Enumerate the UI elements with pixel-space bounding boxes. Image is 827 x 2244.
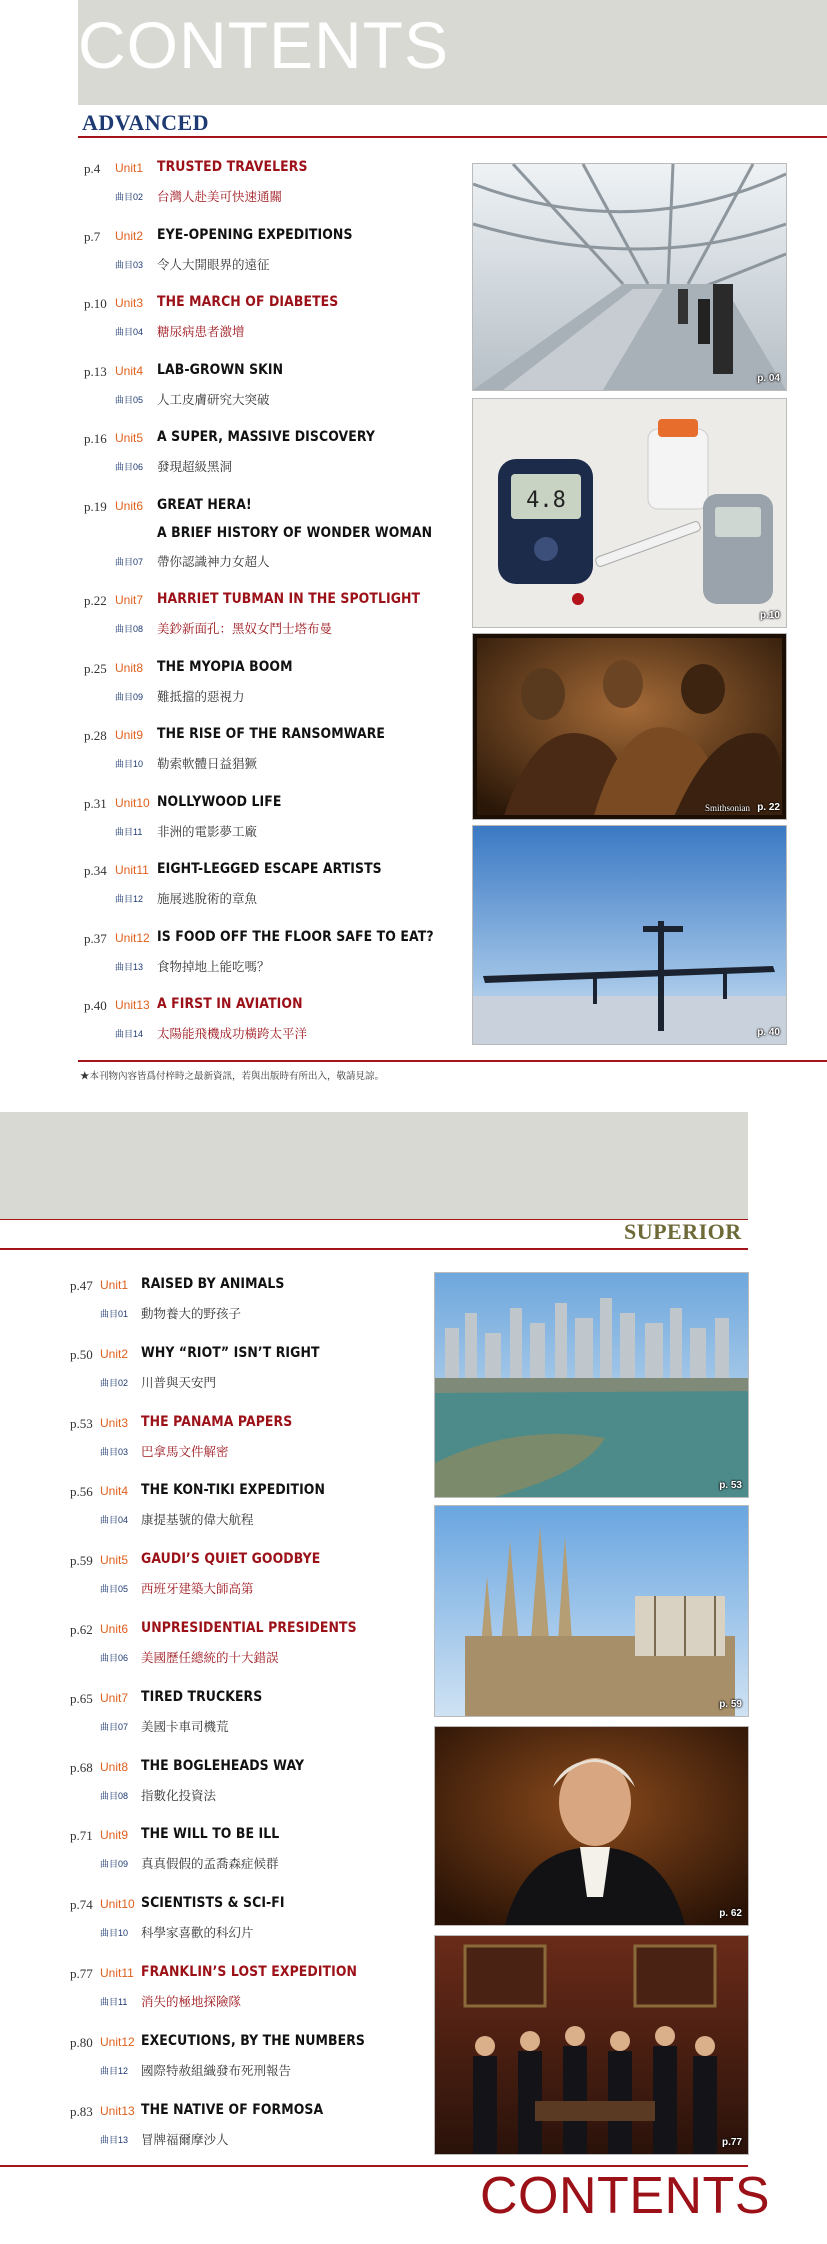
page-number: p.37 bbox=[84, 930, 107, 946]
entry-subtitle: 食物掉地上能吃嗎？ bbox=[157, 958, 270, 974]
entry-title: THE MARCH OF DIABETES bbox=[157, 294, 339, 310]
entry-title: THE PANAMA PAPERS bbox=[141, 1413, 293, 1430]
unit-label: Unit3 bbox=[100, 1415, 129, 1430]
page-number: p.28 bbox=[84, 728, 107, 743]
entry-title: EIGHT-LEGGED ESCAPE ARTISTS bbox=[157, 861, 382, 877]
entry-title: A SUPER, MASSIVE DISCOVERY bbox=[157, 429, 376, 445]
entry-title: THE NATIVE OF FORMOSA bbox=[141, 2101, 324, 2118]
photo-page-label: p.77 bbox=[721, 2137, 742, 2148]
page-number: p.62 bbox=[70, 1622, 93, 1637]
page-number: p.71 bbox=[70, 1828, 93, 1844]
track-label: 曲目03 bbox=[100, 1446, 129, 1457]
photo-page-label: p. 59 bbox=[719, 1699, 742, 1710]
sagrada-familia-photo bbox=[434, 1505, 749, 1717]
track-label: 曲目12 bbox=[100, 2065, 129, 2076]
track-label: 曲目11 bbox=[115, 826, 143, 837]
page-number: p.53 bbox=[70, 1415, 93, 1431]
unit-label: Unit8 bbox=[115, 660, 144, 675]
advanced-section-label: ADVANCED bbox=[82, 110, 210, 135]
entry-title: WHY “RIOT” ISN’T RIGHT bbox=[141, 1344, 320, 1361]
page-number: p.25 bbox=[84, 660, 107, 676]
meter-reading: 4.8 bbox=[526, 488, 566, 513]
track-label: 曲目07 bbox=[115, 556, 144, 567]
unit-label: Unit5 bbox=[100, 1553, 129, 1568]
entry-title: THE KON-TIKI EXPEDITION bbox=[141, 1482, 326, 1499]
entry-subtitle: 康提基號的偉大航程 bbox=[141, 1512, 254, 1528]
page-title: CONTENTS bbox=[78, 8, 449, 82]
unit-label: Unit4 bbox=[115, 363, 144, 378]
advanced-divider bbox=[78, 136, 827, 138]
page-number: p.13 bbox=[84, 363, 107, 379]
entry-subtitle: 帶你認識神力女超人 bbox=[157, 553, 270, 569]
entry-title: THE MYOPIA BOOM bbox=[157, 658, 293, 675]
page-number: p.7 bbox=[84, 228, 101, 244]
entry-title: THE RISE OF THE RANSOMWARE bbox=[157, 726, 386, 742]
page-number: p.59 bbox=[70, 1553, 93, 1569]
unit-label: Unit6 bbox=[115, 498, 144, 513]
entry-subtitle: 台灣人赴美可快速通關 bbox=[157, 189, 283, 204]
entry-subtitle: 糖尿病患者激增 bbox=[157, 324, 245, 339]
page-number: p.50 bbox=[70, 1346, 93, 1362]
unit-label: Unit7 bbox=[100, 1690, 129, 1705]
superior-divider bbox=[0, 1248, 748, 1250]
track-label: 曲目03 bbox=[115, 259, 144, 270]
photo-page-label: p. 22 bbox=[757, 802, 780, 813]
page-number: p.34 bbox=[84, 863, 107, 878]
track-label: 曲目13 bbox=[115, 961, 144, 972]
unit-label: Unit9 bbox=[115, 728, 144, 742]
unit-label: Unit10 bbox=[100, 1897, 135, 1912]
page-number: p.47 bbox=[70, 1278, 93, 1293]
disclaimer-note: ★本刊物內容皆爲付梓時之最新資訊，若與出版時有所出入，敬請見諒。 bbox=[80, 1071, 385, 1082]
solar-plane-photo bbox=[472, 825, 787, 1045]
track-label: 曲目04 bbox=[115, 327, 144, 337]
track-label: 曲目09 bbox=[100, 1859, 129, 1870]
entry-subtitle: 西班牙建築大師高第 bbox=[141, 1581, 254, 1597]
page-number: p.77 bbox=[70, 1966, 93, 1981]
track-label: 曲目10 bbox=[115, 759, 144, 769]
entry-subtitle: 施展逃脫術的章魚 bbox=[157, 891, 258, 906]
entry-subtitle: 真真假假的孟喬森症候群 bbox=[141, 1856, 279, 1872]
entry-subtitle: 勒索軟體日益猖獗 bbox=[157, 756, 258, 771]
unit-label: Unit3 bbox=[115, 296, 144, 310]
unit-label: Unit4 bbox=[100, 1484, 129, 1499]
track-label: 曲目01 bbox=[100, 1309, 129, 1319]
entry-title: UNPRESIDENTIAL PRESIDENTS bbox=[141, 1620, 357, 1636]
entry-title: EXECUTIONS, BY THE NUMBERS bbox=[141, 2032, 365, 2049]
track-label: 曲目12 bbox=[115, 894, 144, 904]
track-label: 曲目07 bbox=[100, 1721, 129, 1732]
page-number: p.31 bbox=[84, 795, 107, 811]
entry-title: A FIRST IN AVIATION bbox=[157, 996, 303, 1012]
page-number: p.10 bbox=[84, 296, 107, 311]
track-label: 曲目05 bbox=[100, 1584, 129, 1595]
photo-page-label: p. 40 bbox=[757, 1027, 780, 1038]
page-number: p.65 bbox=[70, 1690, 93, 1706]
track-label: 曲目10 bbox=[100, 1928, 129, 1939]
page-number: p.74 bbox=[70, 1897, 93, 1913]
unit-label: Unit5 bbox=[115, 431, 144, 445]
unit-label: Unit10 bbox=[115, 795, 150, 810]
unit-label: Unit2 bbox=[100, 1346, 129, 1361]
track-label: 曲目06 bbox=[100, 1653, 129, 1663]
page-number: p.22 bbox=[84, 593, 107, 608]
entry-title: THE BOGLEHEADS WAY bbox=[141, 1757, 305, 1774]
entry-subtitle: 美鈔新面孔：黑奴女鬥士塔布曼 bbox=[157, 621, 333, 636]
track-label: 曲目05 bbox=[115, 394, 144, 405]
entry-title-line2: A BRIEF HISTORY OF WONDER WOMAN bbox=[157, 524, 433, 541]
track-label: 曲目14 bbox=[115, 1029, 144, 1039]
entry-title: GAUDI’S QUIET GOODBYE bbox=[141, 1551, 321, 1568]
track-label: 曲目02 bbox=[100, 1377, 129, 1388]
superior-section-label: SUPERIOR bbox=[624, 1219, 742, 1244]
page-number: p.40 bbox=[84, 998, 107, 1013]
bottom-banner bbox=[0, 1112, 748, 1220]
entry-subtitle: 發現超級黑洞 bbox=[157, 459, 233, 474]
entry-subtitle: 人工皮膚研究大突破 bbox=[157, 391, 270, 407]
entry-title: FRANKLIN’S LOST EXPEDITION bbox=[141, 1964, 358, 1980]
entry-title: IS FOOD OFF THE FLOOR SAFE TO EAT? bbox=[157, 928, 434, 945]
page-number: p.68 bbox=[70, 1759, 93, 1775]
entry-title: TIRED TRUCKERS bbox=[141, 1688, 263, 1705]
photo-page-label: p. 53 bbox=[719, 1480, 742, 1491]
unit-label: Unit11 bbox=[100, 1966, 134, 1980]
entry-subtitle: 太陽能飛機成功橫跨太平洋 bbox=[157, 1026, 308, 1041]
page-number: p.83 bbox=[70, 2103, 93, 2119]
photo-page-label: p. 04 bbox=[757, 373, 780, 384]
unit-label: Unit8 bbox=[100, 1759, 129, 1774]
footer-title: CONTENTS bbox=[480, 2167, 770, 2225]
page-number: p.56 bbox=[70, 1484, 93, 1500]
unit-label: Unit9 bbox=[100, 1828, 129, 1843]
entry-title: RAISED BY ANIMALS bbox=[141, 1276, 285, 1292]
portrait-photo bbox=[434, 1726, 749, 1926]
entry-title: LAB-GROWN SKIN bbox=[157, 361, 284, 378]
airport-walkway-photo bbox=[472, 163, 787, 391]
unit-label: Unit6 bbox=[100, 1622, 129, 1636]
track-label: 曲目08 bbox=[115, 624, 144, 634]
page-number: p.16 bbox=[84, 431, 107, 446]
track-label: 曲目04 bbox=[100, 1515, 129, 1526]
photo-page-label: p. 62 bbox=[719, 1908, 742, 1919]
unit-label: Unit2 bbox=[115, 228, 144, 243]
entry-subtitle: 非洲的電影夢工廠 bbox=[157, 823, 258, 839]
entry-title: TRUSTED TRAVELERS bbox=[157, 159, 308, 175]
entry-subtitle: 消失的極地探險隊 bbox=[141, 1994, 242, 2009]
unit-label: Unit12 bbox=[100, 2034, 135, 2049]
track-label: 曲目09 bbox=[115, 691, 144, 702]
page-number: p.19 bbox=[84, 498, 107, 514]
entry-subtitle: 令人大開眼界的遠征 bbox=[157, 256, 270, 272]
entry-subtitle: 美國卡車司機荒 bbox=[141, 1718, 229, 1734]
entry-subtitle: 美國歷任總統的十大錯誤 bbox=[141, 1650, 279, 1665]
unit-label: Unit7 bbox=[115, 593, 144, 607]
unit-label: Unit12 bbox=[115, 930, 150, 945]
page-number: p.4 bbox=[84, 161, 101, 176]
track-label: 曲目02 bbox=[115, 192, 144, 202]
entry-subtitle: 難抵擋的惡視力 bbox=[157, 688, 245, 704]
entry-title: EYE-OPENING EXPEDITIONS bbox=[157, 226, 353, 243]
page-number: p.80 bbox=[70, 2034, 93, 2050]
unit-label: Unit11 bbox=[115, 863, 149, 877]
track-label: 曲目06 bbox=[115, 462, 144, 472]
entry-subtitle: 科學家喜歡的科幻片 bbox=[141, 1925, 254, 1941]
track-label: 曲目08 bbox=[100, 1790, 129, 1801]
entry-title: THE WILL TO BE ILL bbox=[141, 1826, 280, 1843]
unit-label: Unit1 bbox=[115, 161, 144, 175]
panama-city-photo bbox=[434, 1272, 749, 1498]
entry-title: HARRIET TUBMAN IN THE SPOTLIGHT bbox=[157, 591, 421, 607]
glucose-meter-photo bbox=[472, 398, 787, 628]
track-label: 曲目11 bbox=[100, 1997, 128, 2007]
photo-page-label: p.10 bbox=[759, 610, 780, 621]
entry-title: SCIENTISTS & SCI-FI bbox=[141, 1895, 285, 1912]
photo-credit: Smithsonian bbox=[704, 803, 750, 813]
entry-subtitle: 巴拿馬文件解密 bbox=[141, 1443, 229, 1459]
advanced-bottom-divider bbox=[78, 1060, 827, 1062]
unit-label: Unit13 bbox=[115, 998, 150, 1012]
entry-subtitle: 冒牌福爾摩沙人 bbox=[141, 2131, 229, 2147]
group-painting-photo bbox=[434, 1935, 749, 2155]
track-label: 曲目13 bbox=[100, 2134, 129, 2145]
painting-photo bbox=[472, 633, 787, 820]
entry-title: GREAT HERA! bbox=[157, 496, 252, 513]
entry-subtitle: 川普與天安門 bbox=[141, 1374, 217, 1390]
entry-subtitle: 指數化投資法 bbox=[141, 1787, 217, 1803]
unit-label: Unit13 bbox=[100, 2103, 135, 2118]
entry-subtitle: 國際特赦組織發布死刑報告 bbox=[141, 2062, 292, 2078]
unit-label: Unit1 bbox=[100, 1278, 129, 1292]
entry-title: NOLLYWOOD LIFE bbox=[157, 793, 282, 810]
entry-subtitle: 動物養大的野孩子 bbox=[141, 1306, 242, 1321]
